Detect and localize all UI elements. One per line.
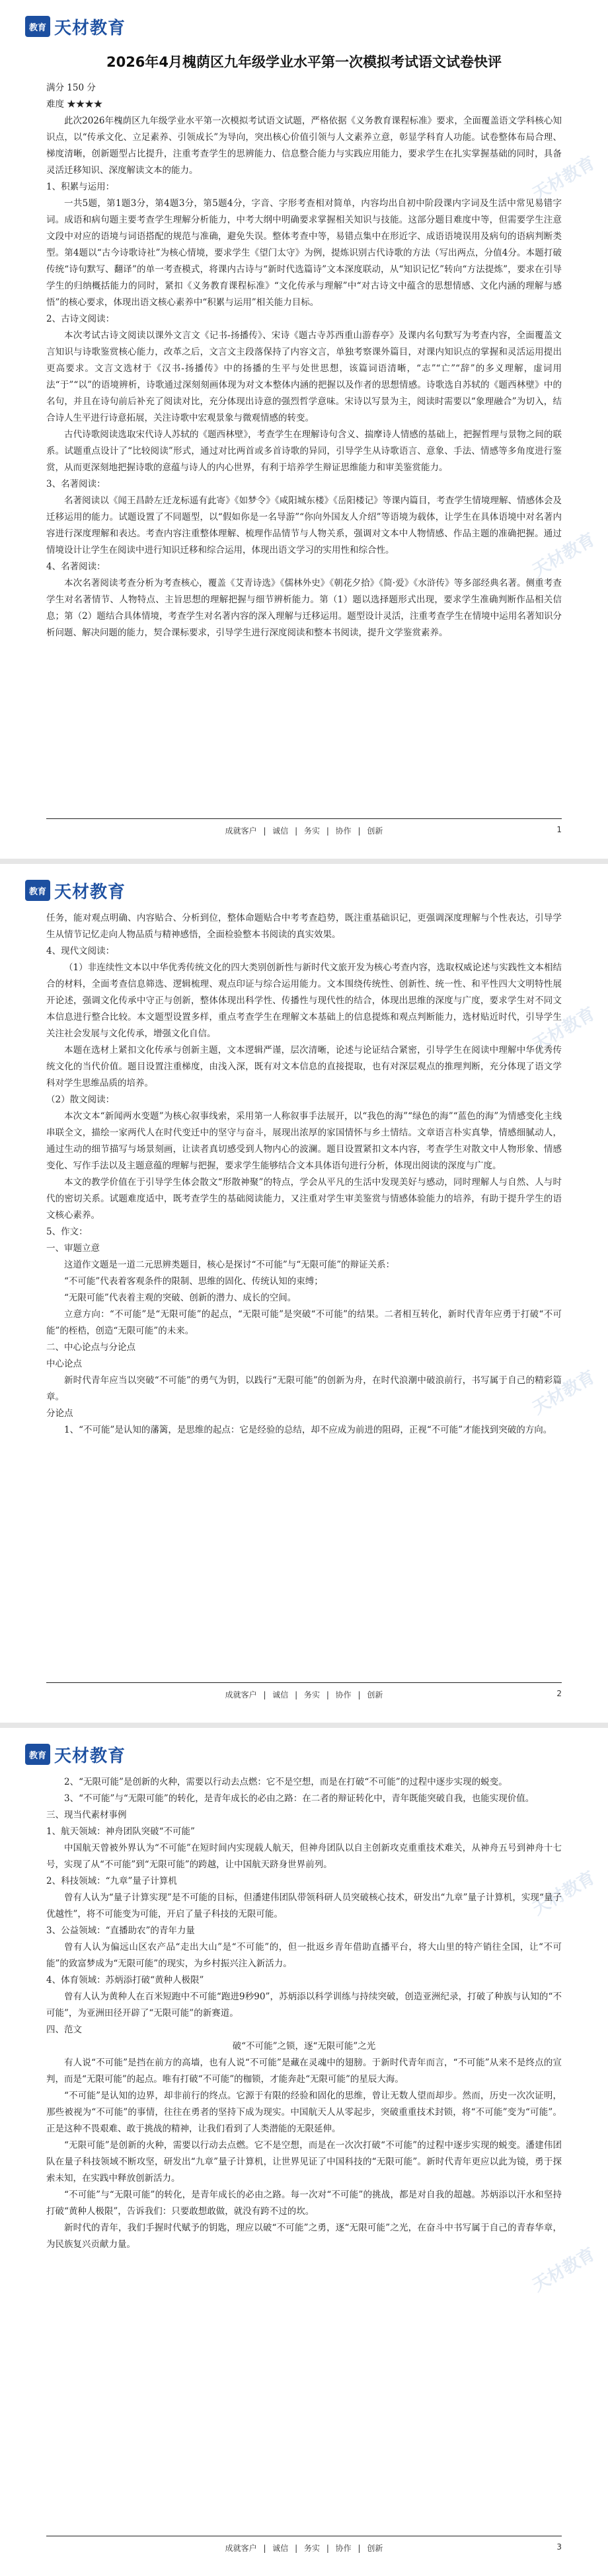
page-footer: [46, 818, 562, 841]
paragraph: “不可能”代表着客观条件的限制、思维的固化、传统认知的束缚；: [64, 1276, 323, 1287]
paragraph: 曾有人认为“量子计算实现”是不可能的目标，但潘建伟团队带领科研人员突破核心技术，研发出“九章”量子计算机，实现“量子优越性”，将不可能变为可能，开启了量子科技的无限可能。: [46, 1892, 562, 1919]
footer-link: 创新: [367, 1690, 383, 1699]
section-heading: 分论点: [46, 1408, 73, 1419]
paragraph: 有人说“不可能”是挡在前方的高墙，也有人说“不可能”是藏在灵魂中的翅膀。于新时代青年而言，“不可能”从来不是终点的宣判，而是“无限可能”的起点。唯有打破“不可能”的枷锁，才能奔赴“无限可能”的星辰大海。: [46, 2057, 562, 2085]
footer-link: 诚信: [272, 826, 289, 836]
watermark: 天材教育: [529, 529, 599, 581]
page-footer: [46, 2536, 562, 2559]
watermark: 天材教育: [529, 2244, 599, 2296]
watermark: 天材教育: [529, 1367, 599, 1419]
paragraph: 此次2026年槐荫区九年级学业水平第一次模拟考试语文试题，严格依据《义务教育课程标准》要求，全面覆盖语文学科核心知识点，以“传承文化、立足素养、引领成长”为导向，突出核心价值引领与人文素养立意，彰显学科育人功能。试卷整体布局合理、梯度清晰，创新题型占比提升，注重考查学生的思辨能力、信息整合能力与实践应用能力，要求学生在扎实掌握基础的同时，具备灵活迁移知识、深度解读文本的能力。: [46, 116, 562, 176]
section-heading: 3、公益领域：“直播助农”的青年力量: [46, 1925, 195, 1936]
footer-link: 协作: [335, 826, 352, 836]
section-heading: 1、积累与运用：: [46, 182, 115, 192]
footer-link: 务实: [303, 2544, 320, 2553]
paragraph: 任务，能对观点明确、内容贴合、分析到位，整体命题贴合中考考查趋势，既注重基础识记，更强调深度理解与个性表达，引导学生从情节记忆走向人物品质与精神感悟，全面检验整本书阅读的真实效果。: [46, 913, 562, 940]
paragraph: 名著阅读以《闻王昌龄左迁龙标遥有此寄》《如梦令》《咸阳城东楼》《岳阳楼记》等课内篇目，考查学生情境理解、情感体会及迁移运用的能力。试题设置了不同题型，以“假如你是一名导游”“你向外国友人介绍”等语境为载体，让学生在具体语境中对名著内容进行深度理解和表达。考查内容注重整体理解、梳理作品情节与人物关系，强调对文本中人物情感、作品主题的准确把握。通过情境设计让学生在阅读中进行知识迁移和综合运用，体现出语文学习的实用性和综合性。: [46, 495, 562, 555]
page-title: 2026年4月槐荫区九年级学业水平第一次模拟考试语文试卷快评: [106, 54, 502, 70]
footer-link: 协作: [335, 2544, 352, 2553]
paragraph: 中国航天曾被外界认为“不可能”在短时间内实现载人航天，但神舟团队以自主创新攻克重重技术难关，从神舟五号到神舟十七号，实现了从“不可能”到“无限可能”的跨越，让中国航天跻身世界前列。: [46, 1843, 562, 1870]
footer-links: 成就客户 | 诚信 | 务实 | 协作 | 创新: [225, 826, 383, 836]
watermark: 天材教育: [529, 1867, 599, 1919]
page-separator: [0, 1723, 608, 1728]
footer-links: 成就客户 | 诚信 | 务实 | 协作 | 创新: [225, 2544, 383, 2553]
section-heading: 二、中心论点与分论点: [46, 1342, 135, 1353]
section-heading: 一、审题立意: [46, 1243, 100, 1254]
paragraph: 本题在选材上紧扣文化传承与创新主题，文本逻辑严谨，层次清晰，论述与论证结合紧密，引导学生在阅读中理解中华优秀传统文化的当代价值。题目设置注重梯度，由浅入深，既有对文本信息的直接提取，也有对深层观点的推理判断，充分体现了语文学科对学生思维品质的培养。: [46, 1045, 562, 1089]
section-heading: 四、范文: [46, 2024, 82, 2035]
brand-logo: [25, 13, 126, 40]
section-heading: 中心论点: [46, 1359, 82, 1369]
page-content: [46, 910, 562, 1439]
footer-link: 务实: [303, 1690, 320, 1699]
paragraph: 2、“无限可能”是创新的火种，需要以行动去点燃：它不是空想，而是在打破“不可能”的过程中逐步实现的蜕变。: [64, 1777, 508, 1787]
paragraph: 新时代青年应当以突破“不可能”的勇气为钥，以践行“无限可能”的创新为舟，在时代浪潮中破浪前行，书写属于自己的精彩篇章。: [46, 1375, 562, 1402]
section-heading: 三、现当代素材事例: [46, 1810, 127, 1820]
paragraph: 本次考试古诗文阅读以课外文言文《记书-扬播传》、宋诗《题古寺苏西重山游春亭》及课内名句默写为考查内容，全面覆盖文言知识与诗歌鉴赏核心能力，改革之后，文言文主段落保持了内容文言，单独考察课外篇目，对课内知识点的掌握和灵活运用提出更高要求。文言文选材于《汉书-扬播传》中的扬播的生平与处世思想，该篇词语清晰，“志”“亡”“辞”的多义理解，虚词用法“于”“以”的语境辨析，诗歌通过深刻刻画体现为对文本整体内涵的把握以及作者的思想情感。诗歌选自苏轼的《题西林壁》中的名句，并且在诗句前后补充了阅读对比，充分体现出诗意的强烈哲学意味。宋诗以写景为主，阅读时需要以“象理融合”为切入，结合诗人生平进行诗意拓展，关注诗歌中宏观景象与微观情感的转变。: [46, 330, 562, 423]
page-content: [46, 46, 562, 641]
footer-link: 务实: [303, 826, 320, 836]
paragraph: “无限可能”代表着主观的突破、创新的潜力、成长的空间。: [64, 1293, 297, 1303]
logo-text: 天材教育: [54, 1746, 126, 1766]
paragraph: 这道作文题是一道二元思辨类题目，核心是探讨“不可能”与“无限可能”的辩证关系：: [64, 1260, 395, 1270]
paragraph: “无限可能”是创新的火种，需要以行动去点燃。它不是空想，而是在一次次打破“不可能”的过程中逐步实现的蜕变。潘建伟团队在量子科技领域不断攻坚，研发出“九章”量子计算机，让世界见证了中国科技的“无限可能”。新时代青年更应以此为镜，勇于探索未知，在实践中释放创新活力。: [46, 2140, 562, 2184]
section-heading: 1、航天领域：神舟团队突破“不可能”: [46, 1826, 195, 1837]
paragraph: 曾有人认为偏远山区农产品“走出大山”是“不可能”的，但一批返乡青年借助直播平台，将大山里的特产销往全国，让“不可能”的致富梦成为“无限可能”的现实，为乡村振兴注入新活力。: [46, 1942, 562, 1969]
footer-link: 创新: [367, 2544, 383, 2553]
paragraph: 新时代的青年，我们手握时代赋予的钥匙，理应以破“不可能”之勇，逐“无限可能”之光，在奋斗中书写属于自己的青春华章，为民族复兴贡献力量。: [46, 2223, 562, 2250]
footer-link: 创新: [367, 826, 383, 836]
logo-badge: 教育: [25, 1744, 50, 1765]
section-heading: 5、作文：: [46, 1227, 88, 1237]
paragraph: “不可能”与“无限可能”的转化，是青年成长的必由之路。每一次对“不可能”的挑战，都是对自我的超越。苏炳添以汗水和坚持打破“黄种人极限”，告诉我们：只要敢想敢做，就没有跨不过的坎。: [46, 2190, 562, 2217]
paragraph: 立意方向：“不可能”是“无限可能”的起点，“无限可能”是突破“不可能”的结果。二者相互转化，新时代青年应勇于打破“不可能”的桎梏，创造“无限可能”的未来。: [46, 1309, 562, 1336]
essay-title: 破“不可能”之锁，逐“无限可能”之光: [232, 2041, 376, 2052]
document-page-2: [0, 864, 608, 1723]
page-content: [46, 1774, 562, 2253]
logo-badge: 教育: [25, 880, 50, 901]
page-number: 3: [556, 2542, 562, 2552]
page-footer: [46, 1682, 562, 1705]
page-separator: [0, 859, 608, 864]
brand-logo: [25, 877, 126, 904]
footer-links: 成就客户 | 诚信 | 务实 | 协作 | 创新: [225, 1690, 383, 1699]
section-heading: 4、现代文阅读：: [46, 946, 115, 956]
paragraph: 本文的教学价值在于引导学生体会散文“形散神聚”的特点，学会从平凡的生活中发现美好与感动，同时理解人与自然、人与时代的密切关系。试题难度适中，既考查学生的基础阅读能力，又注重对学生审美鉴赏与情感体验能力的培养，有助于提升学生的语文核心素养。: [46, 1177, 562, 1221]
footer-link: 协作: [335, 1690, 352, 1699]
document-page-1: [0, 0, 608, 859]
paragraph: （1）非连续性文本以中华优秀传统文化的四大类别创新性与新时代文旅开发为核心考查内容，选取权威论述与实践性文本相结合的材料，全面考查信息筛选、逻辑梳理、观点印证与综合运用能力。文本围绕传统性、创新性、统一性、和平性四大文明特性展开论述，强调文化传承中守正与创新，整体体现出科学性、传播性与现代性的结合，体现出思维的深度与广度，要求学生对不同文本信息进行整合比较。本文题型设置多样，重点考查学生在理解文本基础上的信息提炼和观点判断能力，选材贴近时代，引导学生关注社会发展与文化传承，增强文化自信。: [46, 962, 562, 1039]
page-number: 2: [556, 1689, 562, 1698]
section-heading: （2）散文阅读：: [46, 1094, 115, 1105]
footer-link: 诚信: [272, 2544, 289, 2553]
section-heading: 4、名著阅读：: [46, 561, 106, 572]
paragraph: 3、“不可能”与“无限可能”的转化，是青年成长的必由之路：在二者的辩证转化中，青年既能突破自我，也能实现价值。: [64, 1793, 535, 1804]
watermark: 天材教育: [529, 1003, 599, 1055]
difficulty-info: 难度 ★★★★: [46, 99, 103, 110]
logo-badge: 教育: [25, 16, 50, 37]
footer-link: 成就客户: [225, 2544, 257, 2553]
score-info: 满分 150 分: [46, 83, 96, 93]
section-heading: 3、名著阅读：: [46, 479, 106, 489]
logo-text: 天材教育: [54, 882, 126, 902]
footer-link: 成就客户: [225, 1690, 257, 1699]
footer-link: 成就客户: [225, 826, 257, 836]
section-heading: 2、古诗文阅读：: [46, 314, 115, 324]
paragraph: 古代诗歌阅读选取宋代诗人苏轼的《题西林壁》，考查学生在理解诗句含义、揣摩诗人情感的基础上，把握哲理与景物之间的联系。试题重点设计了“比较阅读”形式，通过对比两首或多首诗歌的异同，引导学生从诗歌语言、意象、手法、情感等多角度进行鉴赏，从而更深刻地把握诗歌的意蕴与诗人的内心世界，有利于培养学生辩证思维能力和审美鉴赏能力。: [46, 429, 562, 473]
watermark: 天材教育: [529, 153, 599, 205]
logo-text: 天材教育: [54, 18, 126, 38]
footer-link: 诚信: [272, 1690, 289, 1699]
paragraph: 本次文本“新闻两水变题”为核心叙事线索，采用第一人称叙事手法展开，以“我色的海”“绿色的海”“蓝色的海”为情感变化主线串联全文，描绘一家两代人在时代变迁中的坚守与奋斗，展现出浓厚的家国情怀与乡土情结。文章语言朴实真挚，情感细腻动人，通过生动的细节描写与场景刻画，让读者真切感受到人物内心的波澜。题目设置紧扣文本内容，考查学生对散文中人物形象、情感变化、写作手法以及主题意蕴的理解与把握，要求学生能够结合文本具体语句进行分析，体现出阅读的深度与广度。: [46, 1111, 562, 1171]
section-heading: 4、体育领域：苏炳添打破“黄种人极限”: [46, 1975, 204, 1986]
paragraph: 一共5题，第1题3分，第4题3分，第5题4分，字音、字形考查相对简单，内容均出自初中阶段课内字词及生活中常见易错字词。成语和病句题主要考查学生理解分析能力，中考大纲中明确要求掌握相关知识与技能。这部分题目难度中等，但需要学生注意文段中对应的语境与词语搭配的规范与准确，避免失误。整体考查中等，易错点集中在形近字、成语语境误用及病句的语病判断类型。第4题以“古今诗歌诗社”为核心情境，要求学生《望门太守》为例，提炼识别古代诗歌的方法（写出两点，分值4分。本题打破传统“诗句默写、翻译”的单一考查模式，将课内古诗与“新时代选篇诗”文本深度联动，从“知识记忆”转向“方法提炼”，要求在引导学生的归纳概括能力的同时，紧扣《义务教育课程标准》“文化传承与理解”中“对古诗文中蕴含的思想情感、文化内涵的理解与感悟”的核心要求，体现出语文核心素养中“积累与运用”相关能力目标。: [46, 198, 562, 308]
paragraph: 1、“不可能”是认知的藩篱，是思维的起点：它是经验的总结，却不应成为前进的阻碍，正视“不可能”才能找到突破的方向。: [64, 1425, 552, 1435]
page-number: 1: [556, 825, 562, 834]
paragraph: 本次名著阅读考查分析为考查核心，覆盖《艾青诗选》《儒林外史》《朝花夕拾》《简·爱》《水浒传》等多部经典名著。侧重考查学生对名著情节、人物特点、主旨思想的理解把握与细节辨析能力。第（1）题以选择题形式出现，要求学生准确判断作品相关信息；第（2）题结合具体情境，考查学生对名著内容的深入理解与迁移运用。题型设计灵活，注重考查学生在情境中运用名著知识分析问题、解决问题的能力，契合课标要求，引导学生进行深度阅读和整本书阅读，提升文学鉴赏素养。: [46, 578, 562, 638]
paragraph: 曾有人认为黄种人在百米短跑中不可能“跑进9秒90”，苏炳添以科学训练与持续突破，创造亚洲纪录，打破了种族与认知的“不可能”，为亚洲田径开辟了“无限可能”的新赛道。: [46, 1991, 562, 2019]
document-page-3: [0, 1728, 608, 2576]
paragraph: “不可能”是认知的边界，却非前行的终点。它源于有限的经验和固化的思维，曾让无数人望而却步。然而，历史一次次证明，那些被视为“不可能”的事情，往往在勇者的坚持下成为现实。中国航天人从零起步，突破重重技术封锁，将“不可能”变为“可能”。正是这种不畏艰难、敢于挑战的精神，让我们看到了人类潜能的无限延伸。: [46, 2091, 562, 2134]
section-heading: 2、科技领域：“九章”量子计算机: [46, 1876, 177, 1886]
brand-logo: [25, 1741, 126, 1768]
